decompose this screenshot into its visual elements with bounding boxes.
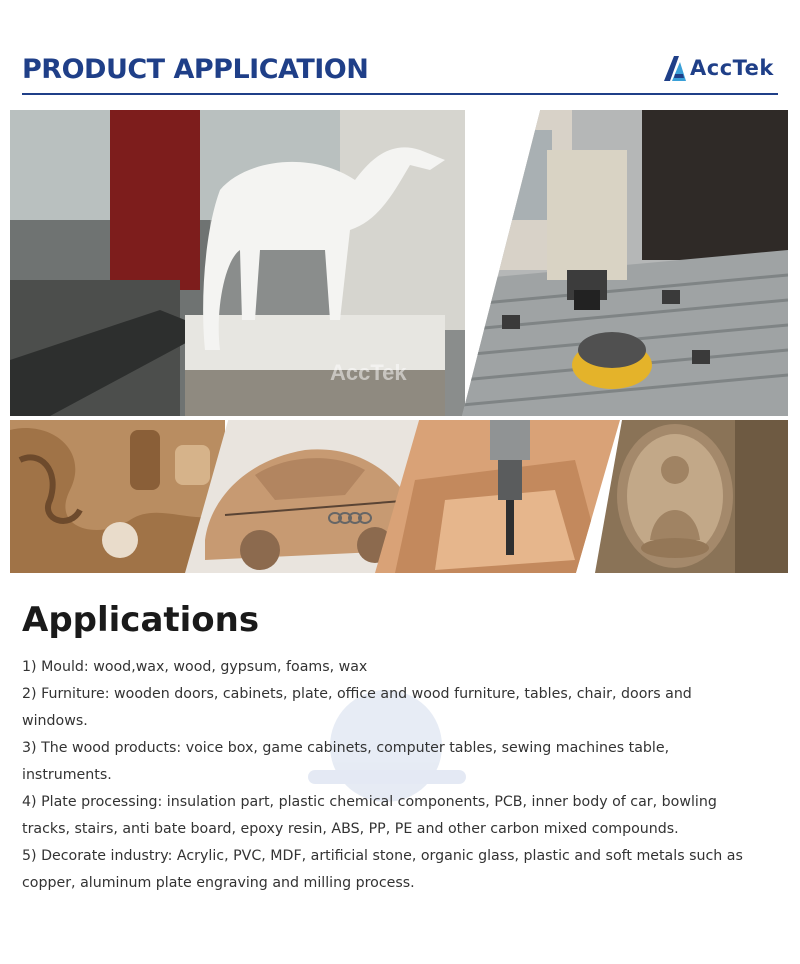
header <box>0 0 800 100</box>
page-title: PRODUCT APPLICATION <box>22 54 369 85</box>
logo-text: AccTek <box>690 56 774 80</box>
application-item: 3) The wood products: voice box, game cabinets, computer tables, sewing machines table, instruments. <box>22 740 670 783</box>
applications-heading: Applications <box>22 600 260 640</box>
photo-buddha-relief <box>595 420 788 573</box>
application-item: 5) Decorate industry: Acrylic, PVC, MDF, artificial stone, organic glass, plastic and soft metals such as copper, aluminum plate engraving and milling process. <box>22 848 743 891</box>
photo-spindle-machine-table <box>462 110 788 416</box>
acctek-logo <box>662 52 774 84</box>
application-item: 2) Furniture: wooden doors, cabinets, plate, office and wood furniture, tables, chair, doors and windows. <box>22 686 692 729</box>
photo-camel-foam-carving <box>10 110 465 416</box>
header-divider <box>22 93 778 95</box>
photo-watermark: AccTek <box>330 360 407 385</box>
application-item: 4) Plate processing: insulation part, plastic chemical components, PCB, inner body of car, bowling tracks, stairs, anti bate board, epoxy resin, ABS, PP, PE and other carbon mixed compounds. <box>22 794 717 837</box>
acctek-logo-icon <box>662 54 688 82</box>
applications-list <box>22 654 762 897</box>
application-item: 1) Mould: wood,wax, wood, gypsum, foams, wax <box>22 659 368 675</box>
